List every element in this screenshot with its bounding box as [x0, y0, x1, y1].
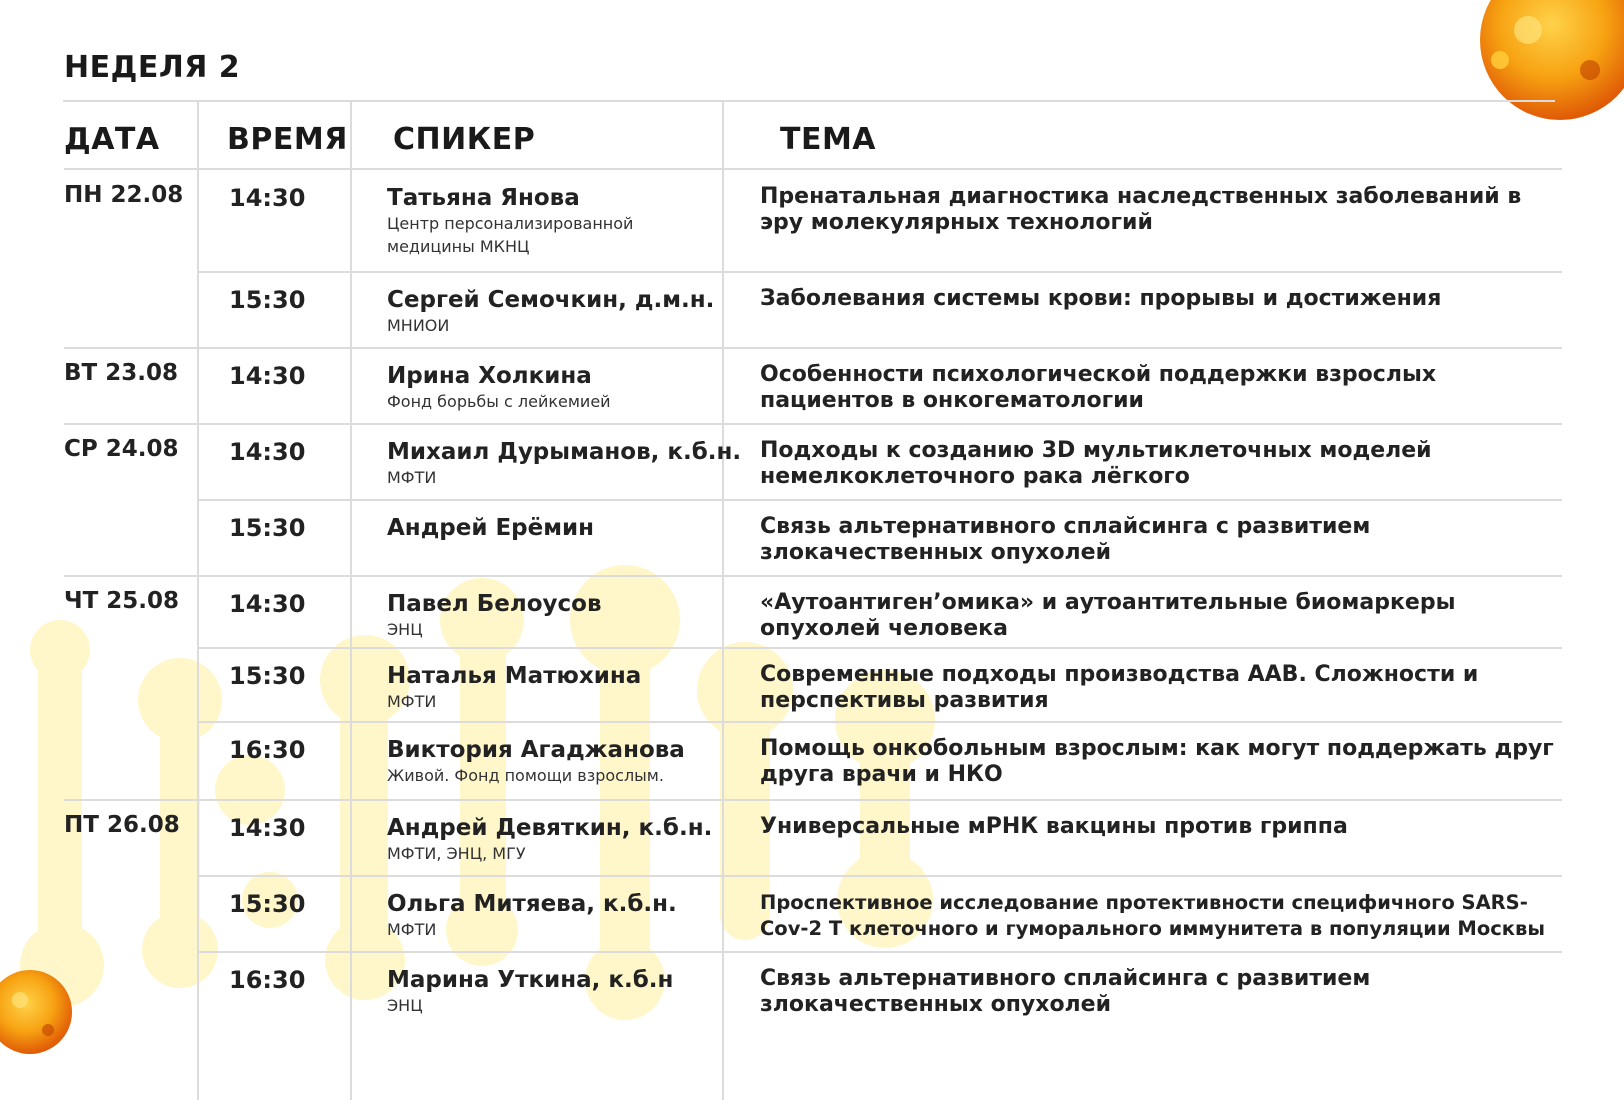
session-topic: Связь альтернативного сплайсинга с развитием злокачественных опухолей [760, 514, 1371, 565]
session-topic: Универсальные мРНК вакцины против гриппа [760, 814, 1348, 839]
session-row [197, 722, 1556, 800]
day-label: ПТ 26.08 [64, 812, 180, 838]
week-title: НЕДЕЛЯ 2 [64, 50, 241, 85]
session-time: 15:30 [229, 890, 306, 918]
speaker-organization: МФТИ [387, 920, 437, 939]
session-time: 14:30 [229, 814, 306, 842]
session-time: 16:30 [229, 736, 306, 764]
speaker-cell [387, 736, 747, 787]
session-time: 15:30 [229, 514, 306, 542]
session-topic: «Аутоантиген’омика» и аутоантительные биомаркеры опухолей человека [760, 590, 1456, 641]
session-row [197, 272, 1556, 348]
session-time: 16:30 [229, 966, 306, 994]
speaker-cell [387, 286, 747, 337]
header-time: ВРЕМЯ [227, 122, 348, 157]
speaker-name: Наталья Матюхина [387, 663, 642, 689]
session-topic: Связь альтернативного сплайсинга с развитием злокачественных опухолей [760, 966, 1371, 1017]
speaker-cell [387, 362, 747, 413]
speaker-organization: МФТИ, ЭНЦ, МГУ [387, 844, 526, 863]
day-label: ВТ 23.08 [64, 360, 178, 386]
session-row [197, 424, 1556, 500]
session-topic: Пренатальная диагностика наследственных заболеваний в эру молекулярных технологий [760, 184, 1522, 235]
row-divider [197, 271, 1562, 273]
session-row [197, 648, 1556, 722]
session-time: 14:30 [229, 362, 306, 390]
header-speaker: СПИКЕР [393, 122, 536, 157]
speaker-organization: МНИОИ [387, 316, 450, 335]
speaker-name: Марина Уткина, к.б.н [387, 967, 674, 993]
session-topic: Заболевания системы крови: прорывы и достижения [760, 286, 1442, 311]
session-row [197, 952, 1556, 1052]
speaker-cell [387, 438, 747, 489]
speaker-name: Ирина Холкина [387, 363, 592, 389]
speaker-name: Павел Белоусов [387, 591, 602, 617]
session-row [197, 500, 1556, 576]
speaker-cell [387, 514, 747, 542]
day-label: СР 24.08 [64, 436, 179, 462]
session-topic: Подходы к созданию 3D мультиклеточных моделей немелкоклеточного рака лёгкого [760, 438, 1432, 489]
speaker-cell [387, 662, 747, 713]
speaker-organization: МФТИ [387, 468, 437, 487]
speaker-cell [387, 890, 747, 941]
session-row [197, 800, 1556, 876]
session-row [197, 876, 1556, 952]
speaker-organization: Живой. Фонд помощи взрослым. [387, 766, 664, 785]
speaker-name: Андрей Ерёмин [387, 515, 595, 541]
speaker-cell [387, 966, 747, 1017]
speaker-organization: МФТИ [387, 692, 437, 711]
day-label: ЧТ 25.08 [64, 588, 180, 614]
session-time: 14:30 [229, 184, 306, 212]
row-divider [197, 721, 1562, 723]
session-topic: Современные подходы производства ААВ. Сложности и перспективы развития [760, 662, 1479, 713]
speaker-name: Михаил Дурыманов, к.б.н. [387, 439, 742, 465]
session-time: 14:30 [229, 438, 306, 466]
schedule-table [64, 102, 1556, 1017]
session-time: 15:30 [229, 662, 306, 690]
session-topic: Проспективное исследование протективности специфичного SARS-Cov-2 Т клеточного и гуморального иммунитета в популяции Москвы [760, 891, 1545, 940]
session-topic: Помощь онкобольным взрослым: как могут поддержать друг друга врачи и НКО [760, 736, 1554, 787]
session-time: 14:30 [229, 590, 306, 618]
speaker-name: Андрей Девяткин, к.б.н. [387, 815, 713, 841]
session-time: 15:30 [229, 286, 306, 314]
session-row [197, 348, 1556, 424]
speaker-cell [387, 184, 747, 258]
speaker-cell [387, 814, 747, 865]
speaker-organization: ЭНЦ [387, 620, 423, 639]
day-label: ПН 22.08 [64, 182, 184, 208]
header-topic: ТЕМА [780, 122, 877, 157]
row-divider [197, 951, 1562, 953]
session-row [197, 576, 1556, 648]
session-topic: Особенности психологической поддержки взрослых пациентов в онкогематологии [760, 362, 1437, 413]
speaker-cell [387, 590, 747, 641]
speaker-name: Татьяна Янова [387, 185, 580, 211]
speaker-name: Ольга Митяева, к.б.н. [387, 891, 677, 917]
speaker-organization: ЭНЦ [387, 996, 423, 1015]
row-divider [197, 499, 1562, 501]
header-date: ДАТА [64, 122, 160, 157]
row-divider [197, 875, 1562, 877]
row-divider [197, 647, 1562, 649]
speaker-name: Виктория Агаджанова [387, 737, 685, 763]
session-row [197, 170, 1556, 272]
speaker-organization: Центр персонализированной медицины МКНЦ [387, 214, 634, 256]
table-header [64, 102, 1556, 170]
speaker-name: Сергей Семочкин, д.м.н. [387, 287, 715, 313]
speaker-organization: Фонд борьбы с лейкемией [387, 392, 611, 411]
